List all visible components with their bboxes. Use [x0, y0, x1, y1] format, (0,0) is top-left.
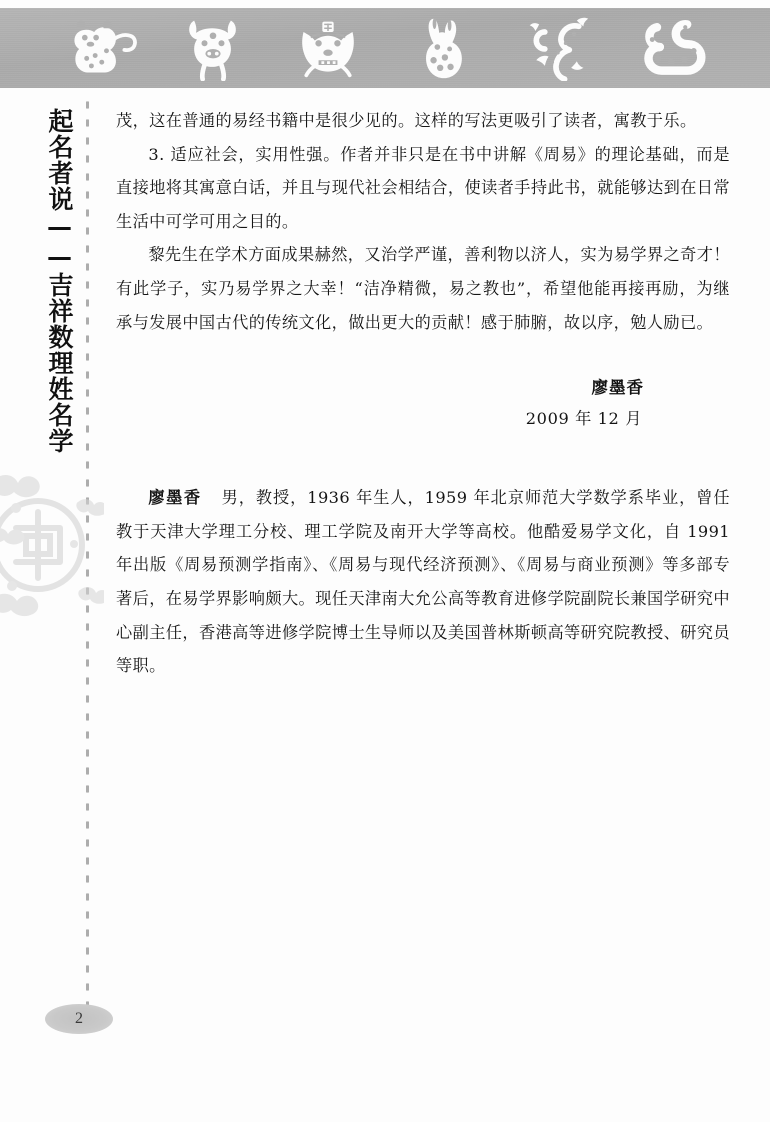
biography-lead-name: 廖墨香 [148, 488, 202, 508]
body-paragraph-3: 黎先生在学术方面成果赫然，又治学严谨，善利物以济人，实为易学界之奇才！有此学子，实乃易学界之大幸！“洁净精微，易之教也”，希望他能再接再励，为继承与发展中国古代的传统文化，做出更大的贡献！感于肺腑，故以序，勉人励已。 [116, 245, 730, 332]
running-title-vertical: 起名者说——吉祥数理姓名学 [45, 108, 74, 454]
page-number: 2 [75, 1010, 83, 1027]
page-number-badge [45, 1004, 113, 1034]
author-biography [116, 481, 730, 683]
rabbit-papercut-icon [404, 15, 482, 81]
ox-papercut-icon [174, 15, 252, 81]
rat-papercut-icon [59, 15, 137, 81]
body-paragraph-2: 3. 适应社会，实用性强。作者并非只是在书中讲解《周易》的理论基础，而是直接地将其寓意白话，并且与现代社会相结合，使读者手持此书，就能够达到在日常生活中可学可用之目的。 [116, 144, 730, 231]
signature-block [116, 373, 730, 435]
biography-text: 男，教授，1936 年生人，1959 年北京师范大学数学系毕业，曾任教于天津大学理工分校、理工学院及南开大学等高校。他酷爱易学文化，自 1991 年出版《周易预测学指南》、《周易与现代经济预测》、《周易与商业预测》等多部专著后，在易学界影响颇大。现任天津南大允公高等教育进修学院副院长兼国学研究中心副主任，香港高等进修学院博士生导师以及美国普林斯顿高等研究院教授、研究员等职。 [116, 488, 731, 676]
page-text-column [116, 104, 730, 683]
zodiac-banner-strip [0, 8, 770, 88]
dotted-vertical-rule [86, 96, 89, 1026]
snake-papercut-icon [634, 15, 712, 81]
signature-date: 2009 年 12 月 [525, 409, 642, 429]
tiger-papercut-icon [289, 15, 367, 81]
body-paragraph-1: 茂，这在普通的易经书籍中是很少见的。这样的写法更吸引了读者，寓教于乐。 [116, 111, 697, 130]
biography-paragraph [116, 481, 730, 683]
zodiac-banner [0, 8, 770, 88]
signature-author-name: 廖墨香 [591, 378, 644, 398]
dragon-papercut-icon [519, 15, 597, 81]
